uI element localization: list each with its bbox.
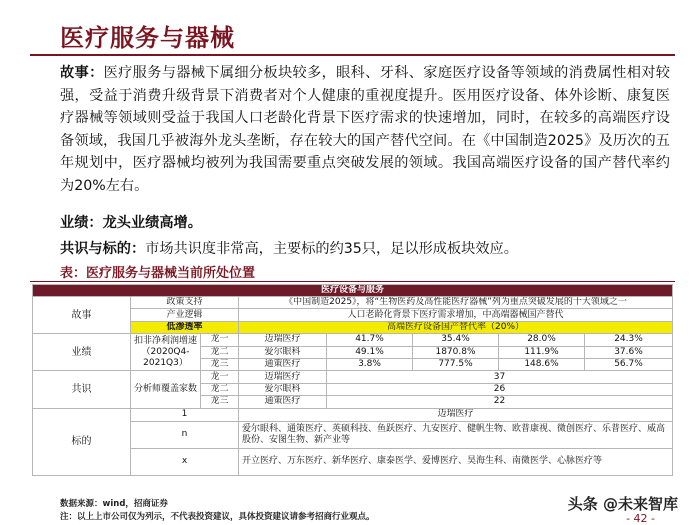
consensus-label: 共识与标的： [60,241,146,257]
target-value: 迈瑞医疗 [239,408,673,421]
group-story: 故事 [33,297,131,334]
position-table [32,284,673,476]
value-cell: 111.9% [499,346,585,358]
group-performance: 业绩 [33,334,131,371]
value-cell: 28.0% [499,334,585,346]
row-label: 政策支持 [131,297,239,309]
table-row [33,408,673,421]
story-text: 医疗服务与器械下属细分板块较多，眼科、牙科、家庭医疗设备等领域的消费属性相对较强，受益于消费升级背景下消费者对个人健康的重视度提升。医用医疗设备、体外诊断、康复医疗器械等领域则受益于我国人口老龄化背景下医疗需求的快速增加，同时，在较多的高端医疗设备领域，我国几乎被海外龙头垄断，存在较大的国产替代空间。在《中国制造2025》及历次的五年规划中，医疗器械均被列为我国需要重点突破发展的领域。我国高端医疗设备的国产替代率约为20%左右。 [60,65,670,194]
value-cell: 777.5% [413,358,499,370]
source-footnote: 数据来源：wind，招商证券 [60,499,168,509]
performance-sublabel: 扣非净利润增速（2020Q4-2021Q3） [131,334,201,371]
target-value: 爱尔眼科、通策医疗、英硕科技、鱼跃医疗、九安医疗、健帆生物、欧普康视、微创医疗、乐普医疗、威高股份、安图生物、新产业等 [239,421,673,448]
rank-cell: 龙二 [201,346,239,358]
value-cell: 49.1% [327,346,413,358]
value-cell: 24.3% [585,334,673,346]
table-title: 表：医疗服务与器械当前所处位置 [60,266,256,281]
story-label: 故事： [60,65,104,81]
company-cell: 爱尔眼科 [239,383,327,395]
row-label: 产业逻辑 [131,309,239,321]
table-row [33,334,673,346]
row-value: 《中国制造2025》，将“生物医药及高性能医疗器械”列为重点突破发展的十大领域之一 [239,297,673,309]
consensus-paragraph [60,238,670,261]
target-key: x [131,448,239,475]
value-cell: 56.7% [585,358,673,370]
coverage-cell: 26 [327,383,673,395]
performance-paragraph [60,212,670,235]
watermark: 头条 @未来智库 [567,495,678,513]
company-cell: 通策医疗 [239,358,327,370]
company-cell: 通策医疗 [239,396,327,408]
table-header: 医疗设备与服务 [33,285,673,297]
row-label: 低渗透率 [131,321,239,333]
coverage-cell: 37 [327,371,673,383]
company-cell: 迈瑞医疗 [239,334,327,346]
table-row [33,371,673,383]
value-cell: 3.8% [327,358,413,370]
disclaimer-footnote: 注：以上上市公司仅为列示，不代表投资建议，具体投资建议请参考招商行业观点。 [60,512,375,522]
value-cell: 35.4% [413,334,499,346]
target-key: 1 [131,408,239,421]
performance-label: 业绩： [60,215,103,231]
story-paragraph [60,62,670,222]
group-consensus: 共识 [33,371,131,408]
rank-cell: 龙三 [201,396,239,408]
row-value: 人口老龄化背景下医疗需求增加，中高端器械国产替代 [239,309,673,321]
page-number: - 42 - [626,512,655,525]
target-key: n [131,421,239,448]
value-cell: 1870.8% [413,346,499,358]
company-cell: 迈瑞医疗 [239,371,327,383]
rank-cell: 龙一 [201,371,239,383]
rank-cell: 龙一 [201,334,239,346]
consensus-sublabel: 分析师覆盖家数 [131,371,201,408]
value-cell: 41.7% [327,334,413,346]
group-targets: 标的 [33,408,131,475]
rank-cell: 龙三 [201,358,239,370]
table-header-row [33,285,673,297]
row-value: 高端医疗设备国产替代率（20%） [239,321,673,333]
company-cell: 爱尔眼科 [239,346,327,358]
rank-cell: 龙二 [201,383,239,395]
title-divider [30,54,675,56]
value-cell: 148.6% [499,358,585,370]
target-value: 开立医疗、万东医疗、新华医疗、康泰医学、爱博医疗、昊海生科、南微医学、心脉医疗等 [239,448,673,475]
coverage-cell: 22 [327,396,673,408]
performance-text: 龙头业绩高增。 [102,215,202,231]
table-title-divider [30,281,675,282]
value-cell: 37.6% [585,346,673,358]
consensus-text: 市场共识度非常高，主要标的约35只，足以形成板块效应。 [145,241,518,257]
table-row [33,297,673,309]
page-title: 医疗服务与器械 [60,24,235,52]
